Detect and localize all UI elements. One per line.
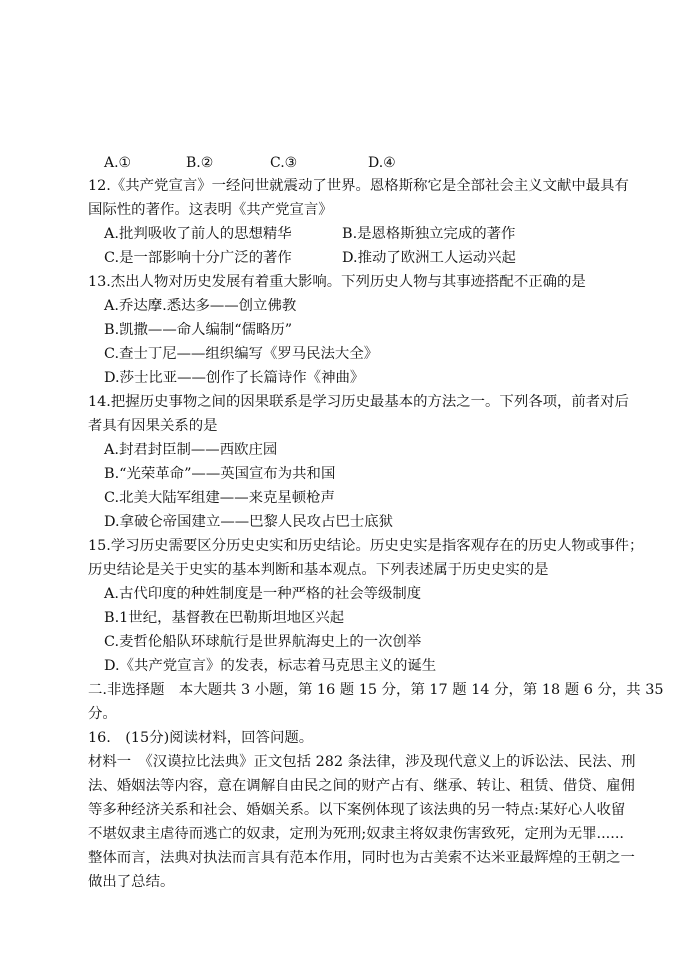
q14-option-c: C.北美大陆军组建——来克星顿枪声	[104, 490, 335, 506]
q16-material-line5: 整体而言，法典对执法而言具有范本作用，同时也为古美索不达米亚最辉煌的王朝之一	[88, 850, 635, 866]
q11-option-d: D.④	[368, 155, 396, 171]
q16-material-line3: 等多种经济关系和社会、婚姻关系。以下案例体现了该法典的另一特点:某好心人收留	[88, 802, 626, 818]
q13-option-b: B.凯撒——命人编制“儒略历”	[104, 322, 293, 338]
q15-option-a: A.古代印度的种姓制度是一种严格的社会等级制度	[104, 586, 422, 602]
q13-option-d: D.莎士比亚——创作了长篇诗作《神曲》	[104, 370, 365, 386]
q15-option-c: C.麦哲伦船队环球航行是世界航海史上的一次创举	[104, 634, 422, 650]
q15-option-b: B.1世纪，基督教在巴勒斯坦地区兴起	[104, 610, 345, 626]
q14-option-d: D.拿破仑帝国建立——巴黎人民攻占巴士底狱	[104, 514, 394, 530]
q16-material-line1: 材料一 《汉谟拉比法典》正文包括 282 条法律，涉及现代意义上的诉讼法、民法、刑	[88, 754, 636, 770]
q16-stem: 16. (15分)阅读材料，回答问题。	[88, 730, 314, 746]
q14-stem-line2: 者具有因果关系的是	[88, 418, 218, 434]
q12-option-b: B.是恩格斯独立完成的著作	[342, 226, 516, 242]
section2-heading-line2: 分。	[88, 706, 117, 722]
section2-heading-line1: 二.非选择题 本大题共 3 小题，第 16 题 15 分，第 17 题 14 分，第 18 题 6 分，共 35	[88, 682, 664, 698]
q13-option-a: A.乔达摩.悉达多——创立佛教	[104, 298, 297, 314]
q16-material-line2: 法、婚姻法等内容，意在调解自由民之间的财产占有、继承、转让、租赁、借贷、雇佣	[88, 778, 635, 794]
q13-stem: 13.杰出人物对历史发展有着重大影响。下列历史人物与其事迹搭配不正确的是	[88, 274, 586, 290]
q15-stem-line2: 历史结论是关于史实的基本判断和基本观点。下列表述属于历史史实的是	[88, 562, 549, 578]
q12-option-a: A.批判吸收了前人的思想精华	[104, 226, 292, 242]
q14-option-a: A.封君封臣制——西欧庄园	[104, 442, 278, 458]
q15-stem-line1: 15.学习历史需要区分历史史实和历史结论。历史史实是指客观存在的历史人物或事件；	[88, 538, 644, 554]
q12-stem-line2: 国际性的著作。这表明《共产党宣言》	[88, 202, 333, 218]
q13-option-c: C.查士丁尼——组织编写《罗马民法大全》	[104, 346, 379, 362]
q16-material-line6: 做出了总结。	[88, 874, 175, 890]
q12-option-d: D.推动了欧洲工人运动兴起	[342, 250, 516, 266]
q14-stem-line1: 14.把握历史事物之间的因果联系是学习历史最基本的方法之一。下列各项，前者对后	[88, 394, 629, 410]
q15-option-d: D.《共产党宣言》的发表，标志着马克思主义的诞生	[104, 658, 437, 674]
q12-stem-line1: 12.《共产党宣言》一经问世就震动了世界。恩格斯称它是全部社会主义文献中最具有	[88, 178, 629, 194]
q14-option-b: B.“光荣革命”——英国宣布为共和国	[104, 466, 336, 482]
q11-option-b: B.②	[186, 155, 214, 171]
q11-option-a: A.①	[104, 155, 132, 171]
q11-option-c: C.③	[270, 155, 298, 171]
q12-option-c: C.是一部影响十分广泛的著作	[104, 250, 292, 266]
q16-material-line4: 不堪奴隶主虐待而逃亡的奴隶，定刑为死刑;奴隶主将奴隶伤害致死，定刑为无罪......	[88, 826, 624, 842]
